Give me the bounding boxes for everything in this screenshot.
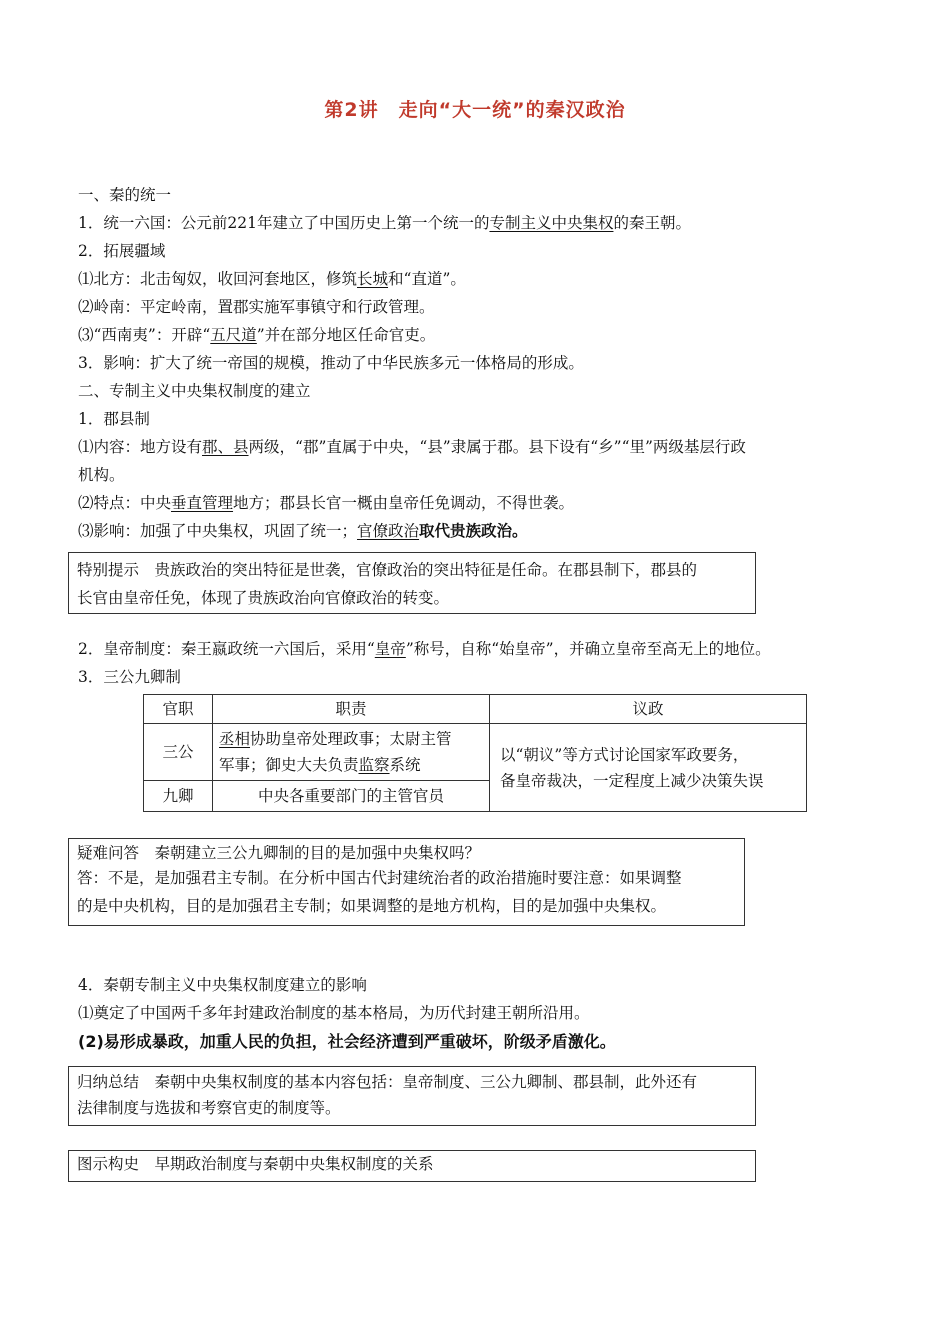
page-title: 第2讲 走向“大一统”的秦汉政治: [324, 99, 626, 121]
table-cell: 九卿: [144, 781, 213, 812]
section-heading-qin-unification: 一、秦的统一: [78, 186, 172, 204]
paragraph-impact-heading: 4．秦朝专制主义中央集权制度建立的影响: [78, 976, 367, 994]
text: ⑶影响：加强了中央集权，巩固了统一；: [78, 522, 358, 540]
paragraph-unify-six-states: [78, 213, 691, 233]
cell-line: 以“朝议”等方式讨论国家军政要务，: [500, 745, 749, 764]
paragraph-north: [78, 269, 466, 289]
text: 军事；御史大夫负责: [219, 756, 359, 774]
tip-line-1: 特别提示 贵族政治的突出特征是世袭，官僚政治的突出特征是任命。在郡县制下，郡县的: [77, 561, 698, 579]
summary-line-1: 归纳总结 秦朝中央集权制度的基本内容包括：皇帝制度、三公九卿制、郡县制，此外还有: [77, 1073, 698, 1091]
text: ⑴内容：地方设有: [78, 438, 203, 456]
underlined-term: 专制主义中央集权: [489, 214, 614, 232]
underlined-term: 五尺道: [210, 326, 257, 344]
table-cell: [490, 724, 807, 812]
paragraph-impact-1: ⑴奠定了中国两千多年封建政治制度的基本格局，为历代封建王朝所沿用。: [78, 1004, 590, 1022]
text: ⑵特点：中央: [78, 494, 172, 512]
underlined-term: 皇帝: [374, 640, 406, 658]
paragraph-lingnan: ⑵岭南：平定岭南，置郡实施军事镇守和行政管理。: [78, 298, 435, 316]
bold-text: 取代贵族政治。: [419, 522, 528, 540]
text: 的秦王朝。: [613, 214, 691, 232]
underlined-term: 垂直管理: [171, 494, 234, 512]
paragraph-content-cont: 机构。: [78, 466, 125, 484]
paragraph-three-lords: 3．三公九卿制: [78, 668, 181, 686]
text: ”称号，自称“始皇帝”，并确立皇帝至高无上的地位。: [405, 640, 771, 658]
summary-line-2: 法律制度与选拔和考察官吏的制度等。: [77, 1099, 341, 1117]
tip-line-2: 长官由皇帝任免，体现了贵族政治向官僚政治的转变。: [77, 589, 450, 607]
underlined-term: 丞相: [219, 730, 251, 748]
qa-answer-line-1: 答：不是，是加强君主专制。在分析中国古代封建统治者的政治措施时要注意：如果调整: [77, 869, 682, 887]
paragraph-commandery-system: 1．郡县制: [78, 410, 150, 428]
text: 和“直道”。: [388, 270, 466, 288]
text: ⑶“西南夷”：开辟“: [78, 326, 211, 344]
paragraph-expand-territory: 2．拓展疆域: [78, 242, 166, 260]
text: ⑴北方：北击匈奴，收回河套地区，修筑: [78, 270, 358, 288]
table-cell: [213, 724, 490, 781]
text: 系统: [389, 756, 421, 774]
text: 地方；郡县长官一概由皇帝任免调动，不得世袭。: [233, 494, 575, 512]
text: 2．皇帝制度：秦王嬴政统一六国后，采用“: [78, 640, 375, 658]
paragraph-impact-2: (2)易形成暴政，加重人民的负担，社会经济遭到严重破坏，阶级矛盾激化。: [78, 1032, 616, 1051]
qa-question: 疑难问答 秦朝建立三公九卿制的目的是加强中央集权吗？: [77, 844, 481, 862]
officials-table: [143, 694, 807, 812]
underlined-term: 监察: [358, 756, 390, 774]
qa-answer-line-2: 的是中央机构，目的是加强君主专制；如果调整的是地方机构，目的是加强中央集权。: [77, 897, 667, 915]
paragraph-content: [78, 437, 746, 457]
cell-line: 备皇帝裁决，一定程度上减少决策失误: [500, 771, 764, 790]
text: 协助皇帝处理政事；太尉主管: [250, 730, 452, 748]
table-cell: 三公: [144, 724, 213, 781]
text: ”并在部分地区任命官吏。: [256, 326, 436, 344]
cell-line: [219, 726, 483, 752]
paragraph-features: [78, 493, 574, 513]
text: 1．统一六国：公元前221年建立了中国历史上第一个统一的: [78, 214, 490, 232]
diagram-line: 图示构史 早期政治制度与秦朝中央集权制度的关系: [77, 1155, 434, 1173]
paragraph-emperor-system: [78, 639, 771, 659]
diagram-box: [68, 1150, 756, 1182]
section-heading-centralization: 二、专制主义中央集权制度的建立: [78, 382, 311, 400]
paragraph-effect: [78, 521, 528, 541]
underlined-term: 郡、县: [202, 438, 249, 456]
special-tip-box: [68, 552, 756, 614]
header-cell: 议政: [490, 695, 807, 724]
underlined-term: 官僚政治: [357, 522, 420, 540]
header-cell: 官职: [144, 695, 213, 724]
table-cell: 中央各重要部门的主管官员: [213, 781, 490, 812]
qa-box: [68, 838, 745, 926]
summary-box: [68, 1066, 756, 1126]
table-row: [144, 724, 807, 781]
paragraph-influence: 3．影响：扩大了统一帝国的规模，推动了中华民族多元一体格局的形成。: [78, 354, 584, 372]
header-cell: 职责: [213, 695, 490, 724]
text: 两级，“郡”直属于中央，“县”隶属于郡。县下设有“乡”“里”两级基层行政: [248, 438, 746, 456]
paragraph-southwest: [78, 325, 435, 345]
underlined-term: 长城: [357, 270, 389, 288]
table-header-row: [144, 695, 807, 724]
cell-line: [219, 752, 483, 778]
